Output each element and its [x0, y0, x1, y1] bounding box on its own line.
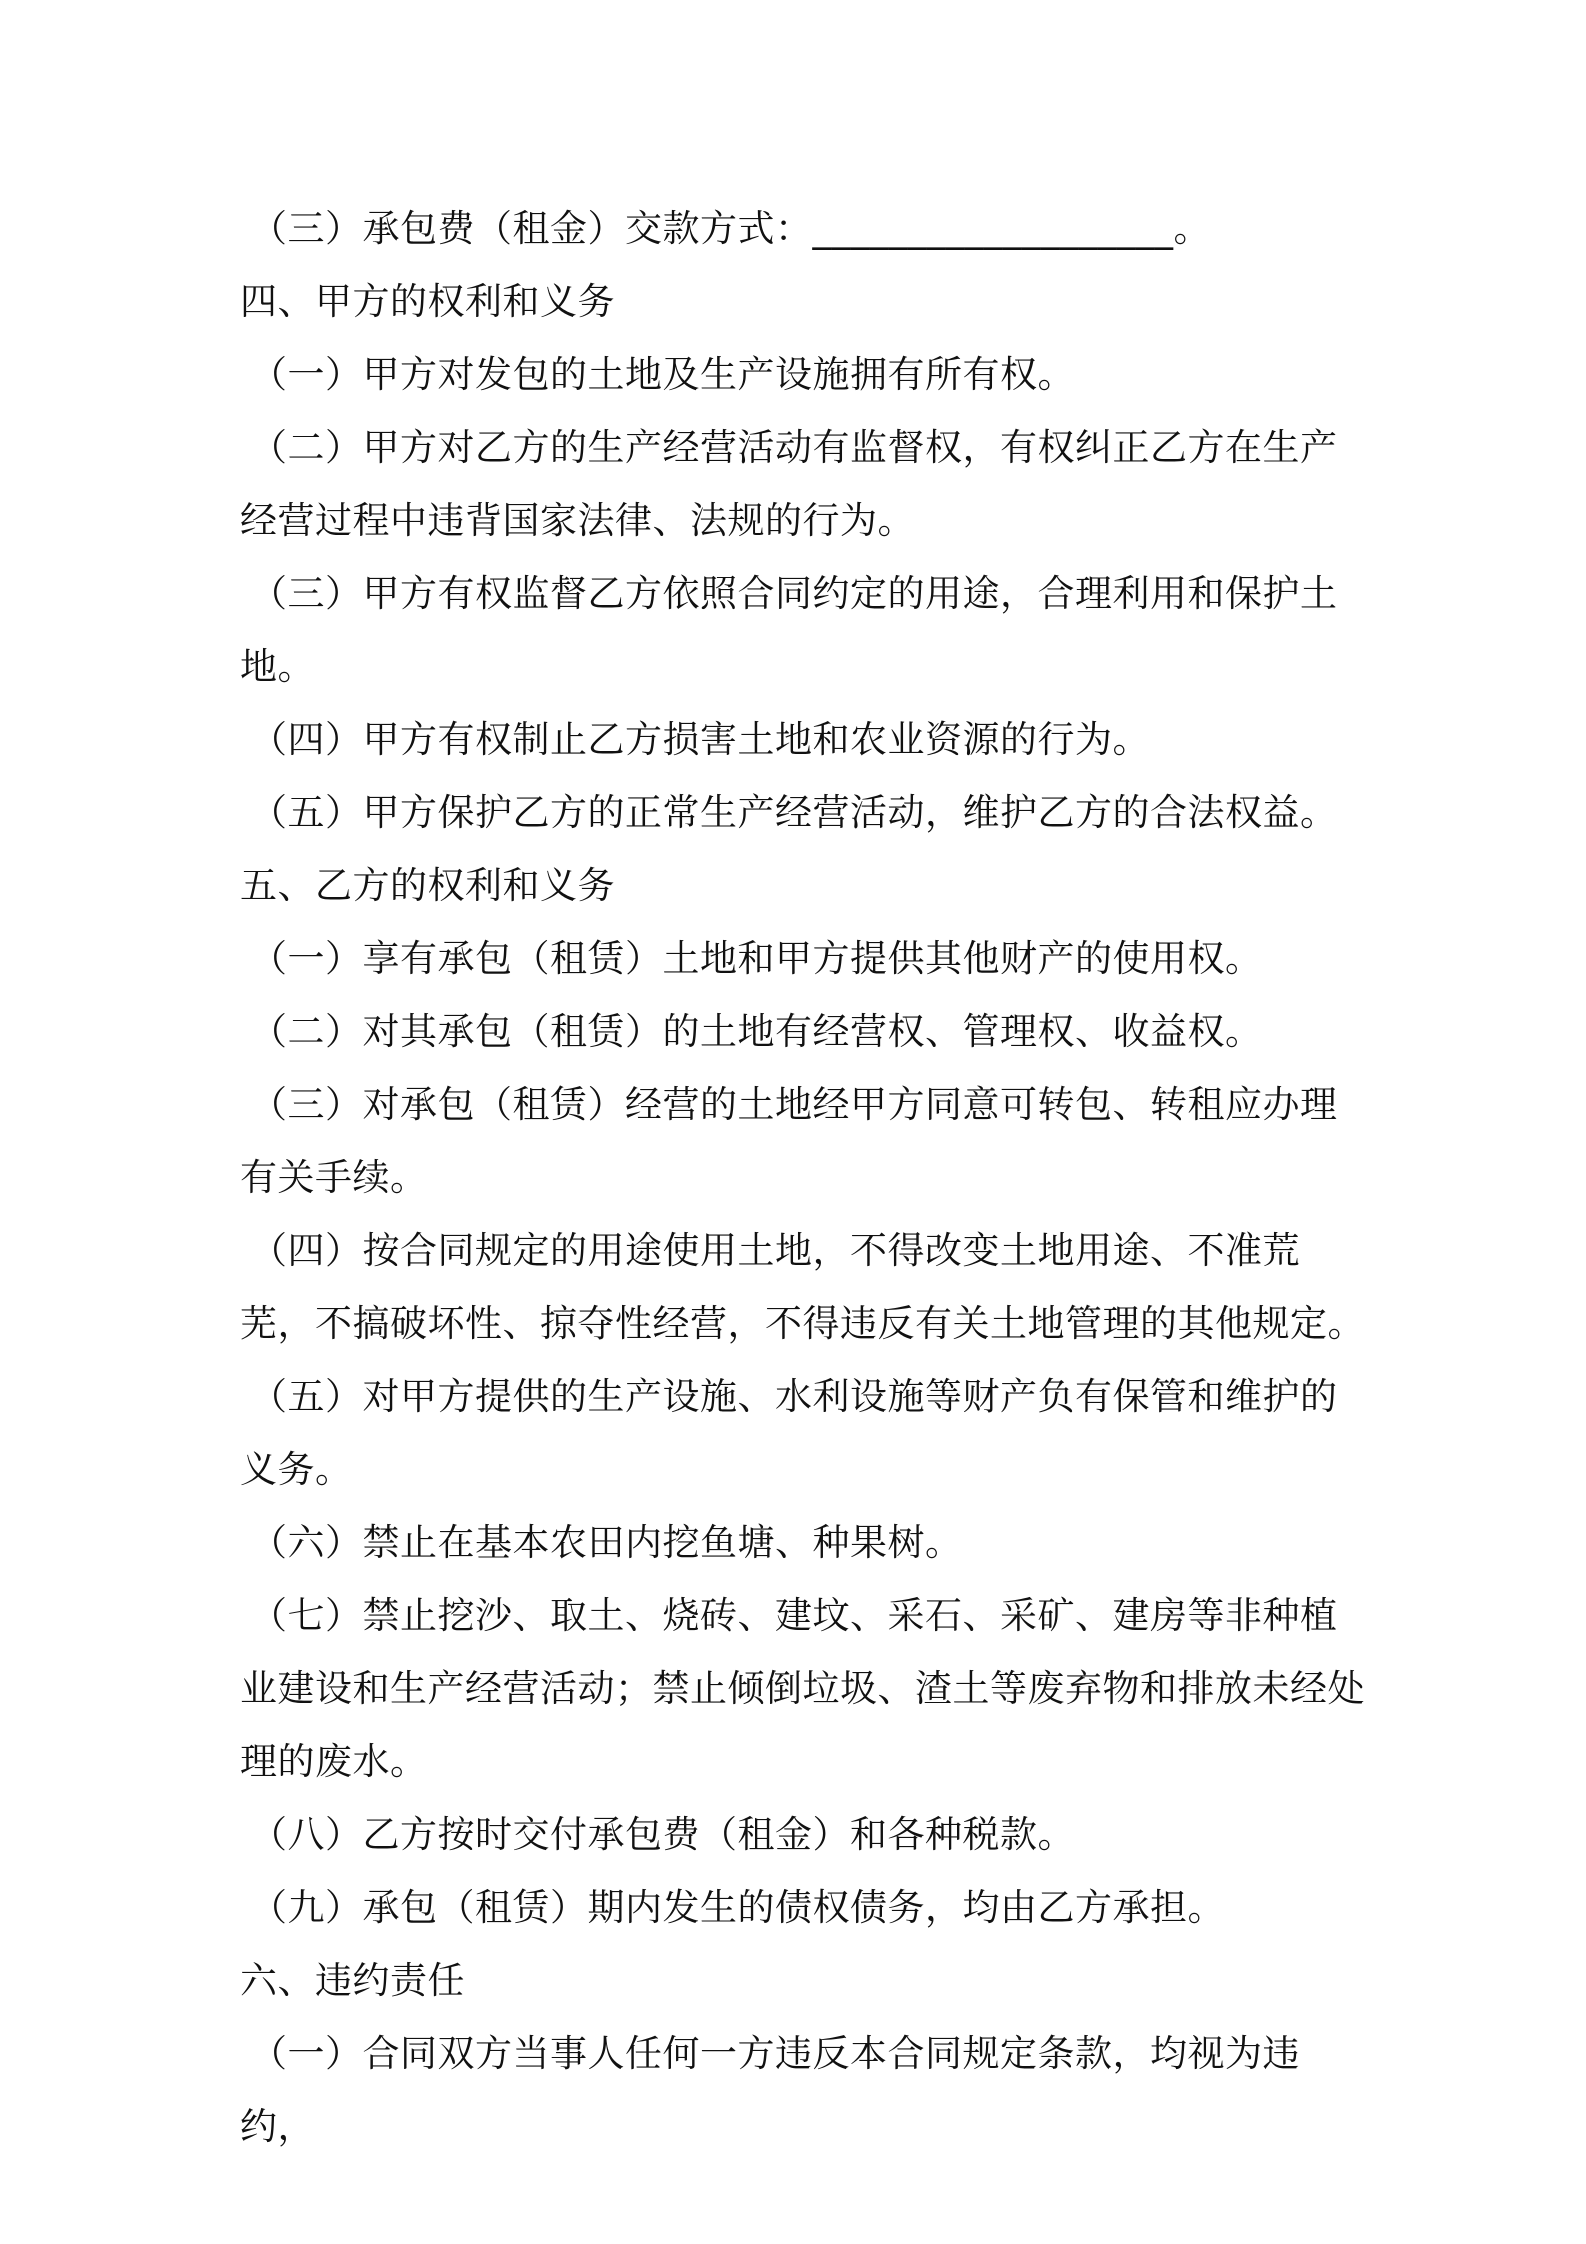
clause-4-3: （三）甲方有权监督乙方依照合同约定的用途，合理利用和保护土地。	[240, 572, 1338, 688]
clause-5-3: （三）对承包（租赁）经营的土地经甲方同意可转包、转租应办理有关手续。	[240, 1083, 1338, 1199]
clause-4-4: （四）甲方有权制止乙方损害土地和农业资源的行为。	[250, 718, 1150, 761]
clause-4-2: （二）甲方对乙方的生产经营活动有监督权，有权纠正乙方在生产经营过程中违背国家法律、法规的行为。	[240, 426, 1338, 542]
clause-5-1: （一）享有承包（租赁）土地和甲方提供其他财产的使用权。	[250, 937, 1263, 980]
clause-6-1: （一）合同双方当事人任何一方违反本合同规定条款，均视为违约，	[240, 2032, 1300, 2148]
clause-5-4: （四）按合同规定的用途使用土地，不得改变土地用途、不准荒芜，不搞破坏性、掠夺性经营，不得违反有关土地管理的其他规定。	[240, 1229, 1365, 1345]
clause-5-6: （六）禁止在基本农田内挖鱼塘、种果树。	[250, 1521, 963, 1564]
section-4-heading: 四、甲方的权利和义务	[240, 280, 615, 323]
clause-4-1: （一）甲方对发包的土地及生产设施拥有所有权。	[250, 353, 1075, 396]
document-body	[240, 192, 1370, 2163]
clause-5-7: （七）禁止挖沙、取土、烧砖、建坟、采石、采矿、建房等非种植业建设和生产经营活动；禁止倾倒垃圾、渣土等废弃物和排放未经处理的废水。	[240, 1594, 1365, 1783]
section-6-heading: 六、违约责任	[240, 1959, 465, 2002]
clause-5-8: （八）乙方按时交付承包费（租金）和各种税款。	[250, 1813, 1075, 1856]
clause-4-5: （五）甲方保护乙方的正常生产经营活动，维护乙方的合法权益。	[250, 791, 1338, 834]
clause-5-5: （五）对甲方提供的生产设施、水利设施等财产负有保管和维护的义务。	[240, 1375, 1338, 1491]
section-5-heading: 五、乙方的权利和义务	[240, 864, 615, 907]
clause-5-9: （九）承包（租赁）期内发生的债权债务，均由乙方承担。	[250, 1886, 1225, 1929]
clause-3-payment-method: （三）承包费（租金）交款方式：___________________。	[250, 207, 1211, 250]
clause-5-2: （二）对其承包（租赁）的土地有经营权、管理权、收益权。	[250, 1010, 1263, 1053]
